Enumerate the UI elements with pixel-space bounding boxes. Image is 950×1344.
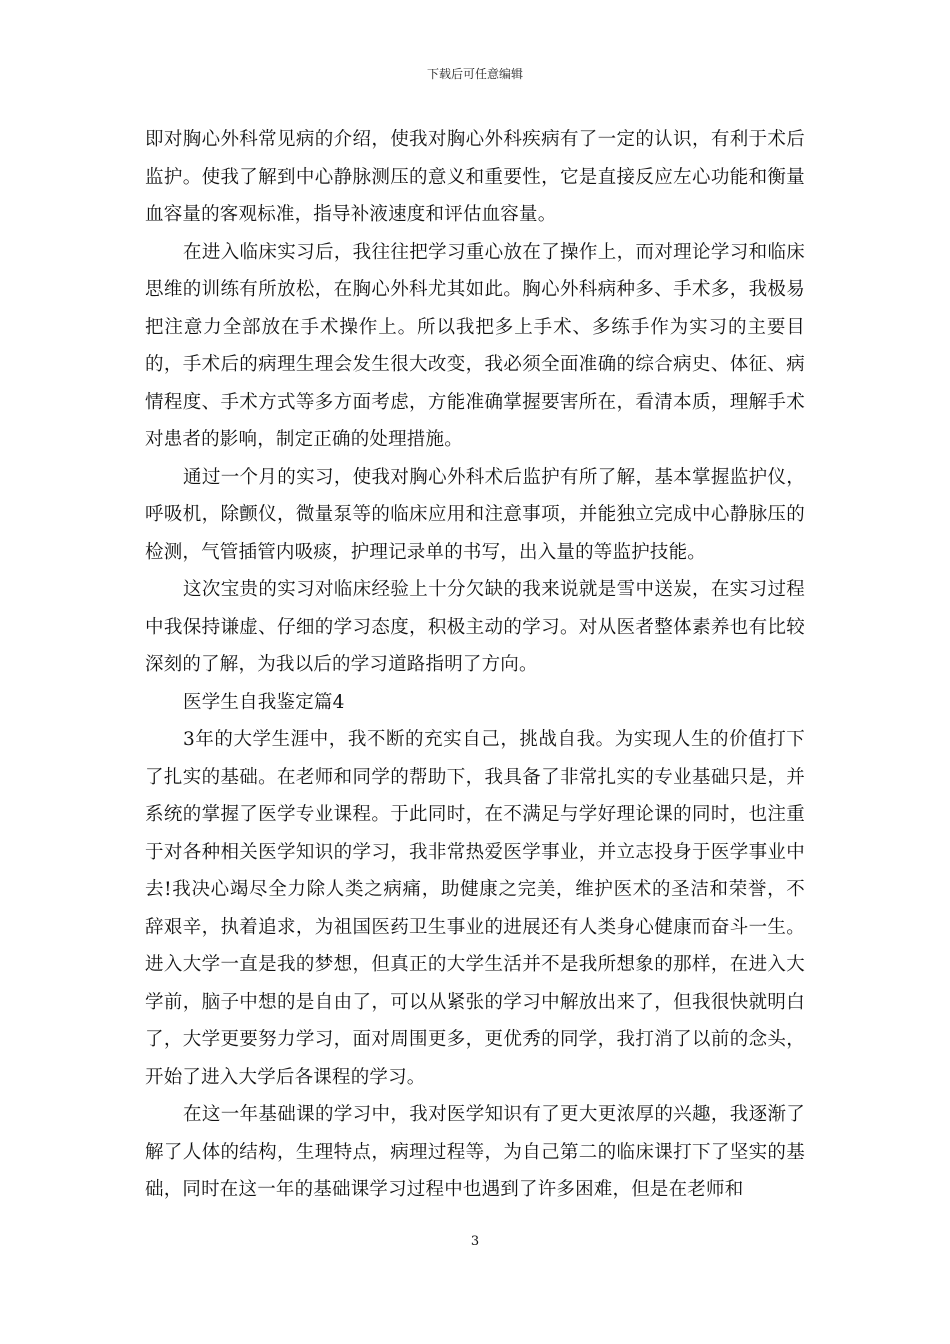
section-heading: 医学生自我鉴定篇4 — [183, 691, 345, 713]
paragraph-6: 在这一年基础课的学习中，我对医学知识有了更大更浓厚的兴趣，我逐渐了解了人体的结构，生理特点，病理过程等，为自己第二的临床课打下了坚实的基础，同时在这一年的基础课学习过程中也遇到了许多困难，但是在老师和 — [145, 1104, 805, 1200]
paragraph-2: 在进入临床实习后，我往往把学习重心放在了操作上，而对理论学习和临床思维的训练有所放松，在胸心外科尤其如此。胸心外科病种多、手术多，我极易把注意力全部放在手术操作上。所以我把多上手术、多练手作为实习的主要目的，手术后的病理生理会发生很大改变，我必须全面准确的综合病史、体征、病情程度、手术方式等多方面考虑，方能准确掌握要害所在，看清本质，理解手术对患者的影响，制定正确的处理措施。 — [145, 241, 805, 450]
page-header: 下载后可任意编辑 — [426, 67, 523, 81]
page-number: 3 — [470, 1234, 480, 1249]
paragraph-4: 这次宝贵的实习对临床经验上十分欠缺的我来说就是雪中送炭，在实习过程中我保持谦虚、仔细的学习态度，积极主动的学习。对从医者整体素养也有比较深刻的了解，为我以后的学习道路指明了方向。 — [145, 579, 805, 675]
document-body — [145, 121, 805, 1209]
paragraph-1: 即对胸心外科常见病的介绍，使我对胸心外科疾病有了一定的认识，有利于术后监护。使我了解到中心静脉测压的意义和重要性，它是直接反应左心功能和衡量血容量的客观标准，指导补液速度和评估血容量。 — [145, 129, 805, 225]
paragraph-3: 通过一个月的实习，使我对胸心外科术后监护有所了解，基本掌握监护仪，呼吸机，除颤仪，微量泵等的临床应用和注意事项，并能独立完成中心静脉压的检测，气管插管内吸痰，护理记录单的书写，出入量的等监护技能。 — [145, 466, 805, 563]
paragraph-5: 3年的大学生涯中，我不断的充实自己，挑战自我。为实现人生的价值打下了扎实的基础。在老师和同学的帮助下，我具备了非常扎实的专业基础只是，并系统的掌握了医学专业课程。于此同时，在不满足与学好理论课的同时，也注重于对各种相关医学知识的学习，我非常热爱医学事业，并立志投身于医学事业中去!我决心竭尽全力除人类之病痛，助健康之完美，维护医术的圣洁和荣誉，不辞艰辛，执着追求，为祖国医药卫生事业的进展还有人类身心健康而奋斗一生。进入大学一直是我的梦想，但真正的大学生活并不是我所想象的那样，在进入大学前，脑子中想的是自由了，可以从紧张的学习中解放出来了，但我很快就明白了，大学更要努力学习，面对周围更多，更优秀的同学，我打消了以前的念头，开始了进入大学后各课程的学习。 — [145, 729, 805, 1088]
